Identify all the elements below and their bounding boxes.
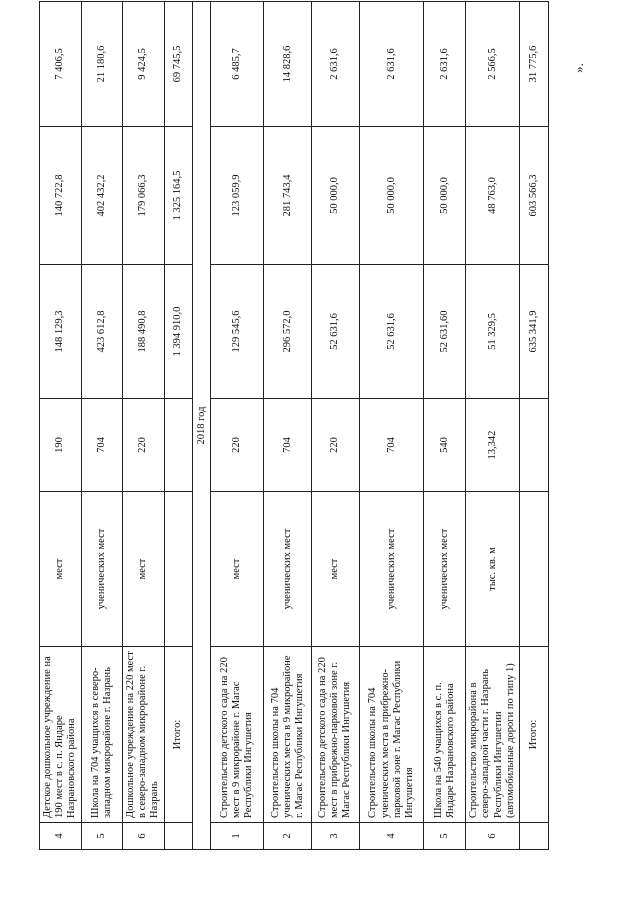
- federal-funds: 48 763,0: [465, 127, 519, 265]
- object-name: Строительство детского сада на 220 мест в прибрежно-парковой зоне г. Магас Республики Ингушетия: [312, 647, 360, 823]
- federal-funds: 50 000,0: [424, 127, 465, 265]
- federal-funds: 50 000,0: [359, 127, 424, 265]
- year-section-row: [193, 2, 211, 850]
- regional-funds: 21 180,6: [81, 2, 122, 127]
- empty-cell: [520, 399, 549, 492]
- total-row: [164, 2, 193, 850]
- total-cost: 52 631,6: [359, 265, 424, 399]
- regional-funds: 69 745,5: [164, 2, 193, 127]
- federal-funds: 402 432,2: [81, 127, 122, 265]
- unit: мест: [122, 492, 164, 647]
- empty-cell: [164, 399, 193, 492]
- empty-cell: [164, 492, 193, 647]
- row-number: 3: [312, 823, 360, 850]
- regional-funds: 2 631,6: [359, 2, 424, 127]
- table-row: [312, 2, 360, 850]
- capacity: 540: [424, 399, 465, 492]
- federal-funds: 1 325 164,5: [164, 127, 193, 265]
- row-number: 2: [264, 823, 312, 850]
- table-row: [40, 2, 82, 850]
- empty-cell: [520, 492, 549, 647]
- rotated-table-wrapper: [39, 2, 549, 850]
- row-number: 5: [81, 823, 122, 850]
- federal-funds: 123 059,9: [211, 127, 264, 265]
- regional-funds: 2 631,6: [424, 2, 465, 127]
- federal-funds: 281 743,4: [264, 127, 312, 265]
- regional-funds: 9 424,5: [122, 2, 164, 127]
- total-cost: 52 631,60: [424, 265, 465, 399]
- total-label: Итого:: [164, 647, 193, 823]
- regional-funds: 2 631,6: [312, 2, 360, 127]
- object-name: Дошкольное учреждение на 220 мест в северо-западном микрорайоне г. Назрань: [122, 647, 164, 823]
- total-cost: 188 490,8: [122, 265, 164, 399]
- empty-cell: [520, 823, 549, 850]
- capacity: 220: [312, 399, 360, 492]
- regional-funds: 7 406,5: [40, 2, 82, 127]
- table-row: [122, 2, 164, 850]
- capacity: 220: [122, 399, 164, 492]
- federal-funds: 140 722,8: [40, 127, 82, 265]
- total-cost: 129 545,6: [211, 265, 264, 399]
- row-number: 4: [359, 823, 424, 850]
- total-cost: 148 129,3: [40, 265, 82, 399]
- total-cost: 423 612,8: [81, 265, 122, 399]
- federal-funds: 603 566,3: [520, 127, 549, 265]
- capacity: 704: [264, 399, 312, 492]
- total-cost: 635 341,9: [520, 265, 549, 399]
- regional-funds: 31 775,6: [520, 2, 549, 127]
- capacity: 220: [211, 399, 264, 492]
- empty-cell: [164, 823, 193, 850]
- row-number: 6: [122, 823, 164, 850]
- object-name: Строительство школы на 704 ученических места в 9 микрорайоне г. Магас Республики Ингушетия: [264, 647, 312, 823]
- regional-funds: 2 566,5: [465, 2, 519, 127]
- object-name: Строительство детского сада на 220 мест в 9 микрорайоне г. Магас Республики Ингушетия: [211, 647, 264, 823]
- total-cost: 296 572,0: [264, 265, 312, 399]
- table-row: [424, 2, 465, 850]
- table-row: [264, 2, 312, 850]
- total-row: [520, 2, 549, 850]
- capacity: 13,342: [465, 399, 519, 492]
- regional-funds: 6 485,7: [211, 2, 264, 127]
- unit: ученических мест: [424, 492, 465, 647]
- row-number: 1: [211, 823, 264, 850]
- total-cost: 51 329,5: [465, 265, 519, 399]
- unit: ученических мест: [81, 492, 122, 647]
- unit: мест: [312, 492, 360, 647]
- object-name: Школа на 704 учащихся в северо-западном микрорайоне г. Назрань: [81, 647, 122, 823]
- row-number: 5: [424, 823, 465, 850]
- total-cost: 1 394 910,0: [164, 265, 193, 399]
- closing-quote: ».: [571, 63, 587, 73]
- capacity: 190: [40, 399, 82, 492]
- table-row: [359, 2, 424, 850]
- total-label: Итого:: [520, 647, 549, 823]
- unit: мест: [40, 492, 82, 647]
- regional-funds: 14 828,6: [264, 2, 312, 127]
- unit: ученических мест: [264, 492, 312, 647]
- row-number: 6: [465, 823, 519, 850]
- construction-table: [39, 1, 549, 850]
- federal-funds: 50 000,0: [312, 127, 360, 265]
- capacity: 704: [359, 399, 424, 492]
- object-name: Школа на 540 учащихся в с. п. Яндаре Назрановского района: [424, 647, 465, 823]
- year-heading: 2018 год: [193, 2, 211, 850]
- table-row: [465, 2, 519, 850]
- row-number: 4: [40, 823, 82, 850]
- total-cost: 52 631,6: [312, 265, 360, 399]
- federal-funds: 179 066,3: [122, 127, 164, 265]
- object-name: Строительство микрорайона в северо-западной части г. Назрань Республики Ингушетии (автомобильные дороги по типу 1): [465, 647, 519, 823]
- table-row: [81, 2, 122, 850]
- object-name: Строительство школы на 704 ученических места в прибрежно-парковой зоне г. Магас Республики Ингушетия: [359, 647, 424, 823]
- unit: тыс. кв. м: [465, 492, 519, 647]
- unit: ученических мест: [359, 492, 424, 647]
- capacity: 704: [81, 399, 122, 492]
- object-name: Детское дошкольное учреждение на 190 мест в с. п. Яндаре Назрановского района: [40, 647, 82, 823]
- table-row: [211, 2, 264, 850]
- unit: мест: [211, 492, 264, 647]
